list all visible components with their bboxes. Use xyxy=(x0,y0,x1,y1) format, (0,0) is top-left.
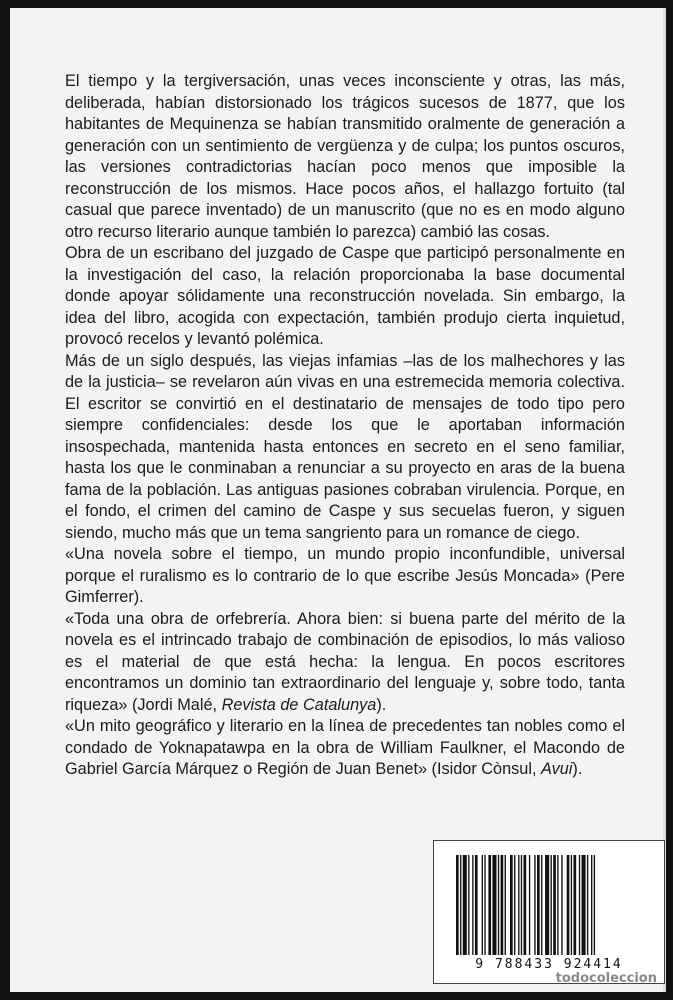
barcode-bar xyxy=(501,855,504,955)
barcode-bar xyxy=(594,855,595,955)
watermark-logo xyxy=(556,971,657,986)
barcode-bar xyxy=(561,855,562,955)
quote-source: Revista de Catalunya xyxy=(221,695,377,714)
barcode-bar xyxy=(537,855,540,955)
barcode-bar xyxy=(460,855,461,955)
barcode-bar xyxy=(463,855,467,955)
blurb-paragraph: Más de un siglo después, las viejas infamias –las de los malhechores y las de la justicia– se revelaron aún vivas en una estremecida memoria colectiva. El escritor se convirtió en el destinatario de mensajes de todo tipo pero siempre confidenciales: desde los que le aportaban información insospechada, mantenida hasta entonces en secreto en el seno familiar, hasta los que le conminaban a renunciar a su proyecto en aras de la buena fama de la población. Las antiguas pasiones cobraban virulencia. Porque, en el fondo, el crimen del camino de Caspe y sus secuelas fueron, y siguen siendo, mucho más que un tema sangriento para un romance de ciego. xyxy=(65,351,625,542)
barcode-box xyxy=(433,840,665,984)
barcode-bar xyxy=(475,855,478,955)
back-cover-blurb xyxy=(65,71,625,781)
barcode-bar xyxy=(484,855,485,955)
barcode-bar xyxy=(510,855,513,955)
blurb-paragraph: Obra de un escribano del juzgado de Caspe que participó personalmente en la investigación del caso, la relación proporcionaba la base documental donde apoyar sólidamente una reconstrucción novelada. Sin embargo, la idea del libro, acogida con expectación, también produjo cierta inquietud, provocó recelos y levantó polémica. xyxy=(65,244,625,348)
quote-text: «Un mito geográfico y literario en la línea de precedentes tan nobles como el condado de Yoknapatawpa en la obra de William Faulkner, el Macondo de Gabriel García Márquez o Región de Juan Benet» (Isidor Cònsul, xyxy=(65,717,625,778)
blurb-quote-gimferrer: «Una novela sobre el tiempo, un mundo propio inconfundible, universal porque el ruralismo es lo contrario de lo que escribe Jesús Moncada» (Pere Gimferrer). xyxy=(65,545,625,606)
watermark-text: todocoleccion xyxy=(555,971,657,986)
barcode-bar xyxy=(529,855,530,955)
quote-tail: ). xyxy=(376,695,387,714)
barcode-bar xyxy=(534,855,535,955)
barcode-icon xyxy=(456,855,642,955)
barcode-bar xyxy=(505,855,506,955)
barcode-bar xyxy=(488,855,491,955)
blurb-quote-male xyxy=(65,609,625,717)
quote-source: Avui xyxy=(541,760,573,778)
quote-tail: ). xyxy=(572,760,583,778)
barcode-bar xyxy=(524,855,527,955)
barcode-bar xyxy=(587,855,588,955)
barcode-bar xyxy=(456,855,459,955)
blurb-quote-consul xyxy=(65,716,625,781)
barcode-bar xyxy=(521,855,522,955)
barcode-bar xyxy=(472,855,473,955)
barcode-bar xyxy=(541,855,542,955)
barcode-bar xyxy=(571,855,572,955)
barcode-bar xyxy=(545,855,549,955)
barcode-bar xyxy=(482,855,483,955)
barcode-bar xyxy=(579,855,580,955)
barcode-bar xyxy=(591,855,592,955)
barcode-bar xyxy=(518,855,519,955)
barcode-bar xyxy=(492,855,496,955)
barcode-bar xyxy=(468,855,469,955)
barcode-bar xyxy=(553,855,556,955)
quote-text: «Toda una obra de orfebrería. Ahora bien: si buena parte del mérito de la novela es el intrincado trabajo de combinación de episodios, lo más valioso es el material de que está hecha: la lengua. En pocos escritores encontramos un dominio tan extraordinario del lenguaje y, sobre todo, tanta riqueza» (Jordi Malé, xyxy=(65,609,625,714)
barcode-bar xyxy=(557,855,558,955)
book-back-cover xyxy=(10,8,666,992)
barcode-bar xyxy=(567,855,570,955)
barcode-bar xyxy=(514,855,515,955)
isbn-number: 9 788433 924414 xyxy=(475,957,623,972)
barcode-bar xyxy=(582,855,586,955)
barcode-bar xyxy=(573,855,576,955)
barcode-bar xyxy=(498,855,499,955)
blurb-paragraph: El tiempo y la tergiversación, unas veces inconsciente y otras, las más, deliberada, habían distorsionado los trágicos sucesos de 1877, que los habitantes de Mequinenza se habían transmitido oralmente de generación a generación con un sentimiento de vergüenza y de culpa; los puntos oscuros, las versiones contradictorias hacían poco menos que imposible la reconstrucción de los mismos. Hace pocos años, el hallazgo fortuito (tal casual que parece inventado) de un manuscrito (que no es en modo alguno otro recurso literario aunque también lo parezca) cambió las cosas. xyxy=(65,72,625,241)
barcode-bar xyxy=(551,855,552,955)
